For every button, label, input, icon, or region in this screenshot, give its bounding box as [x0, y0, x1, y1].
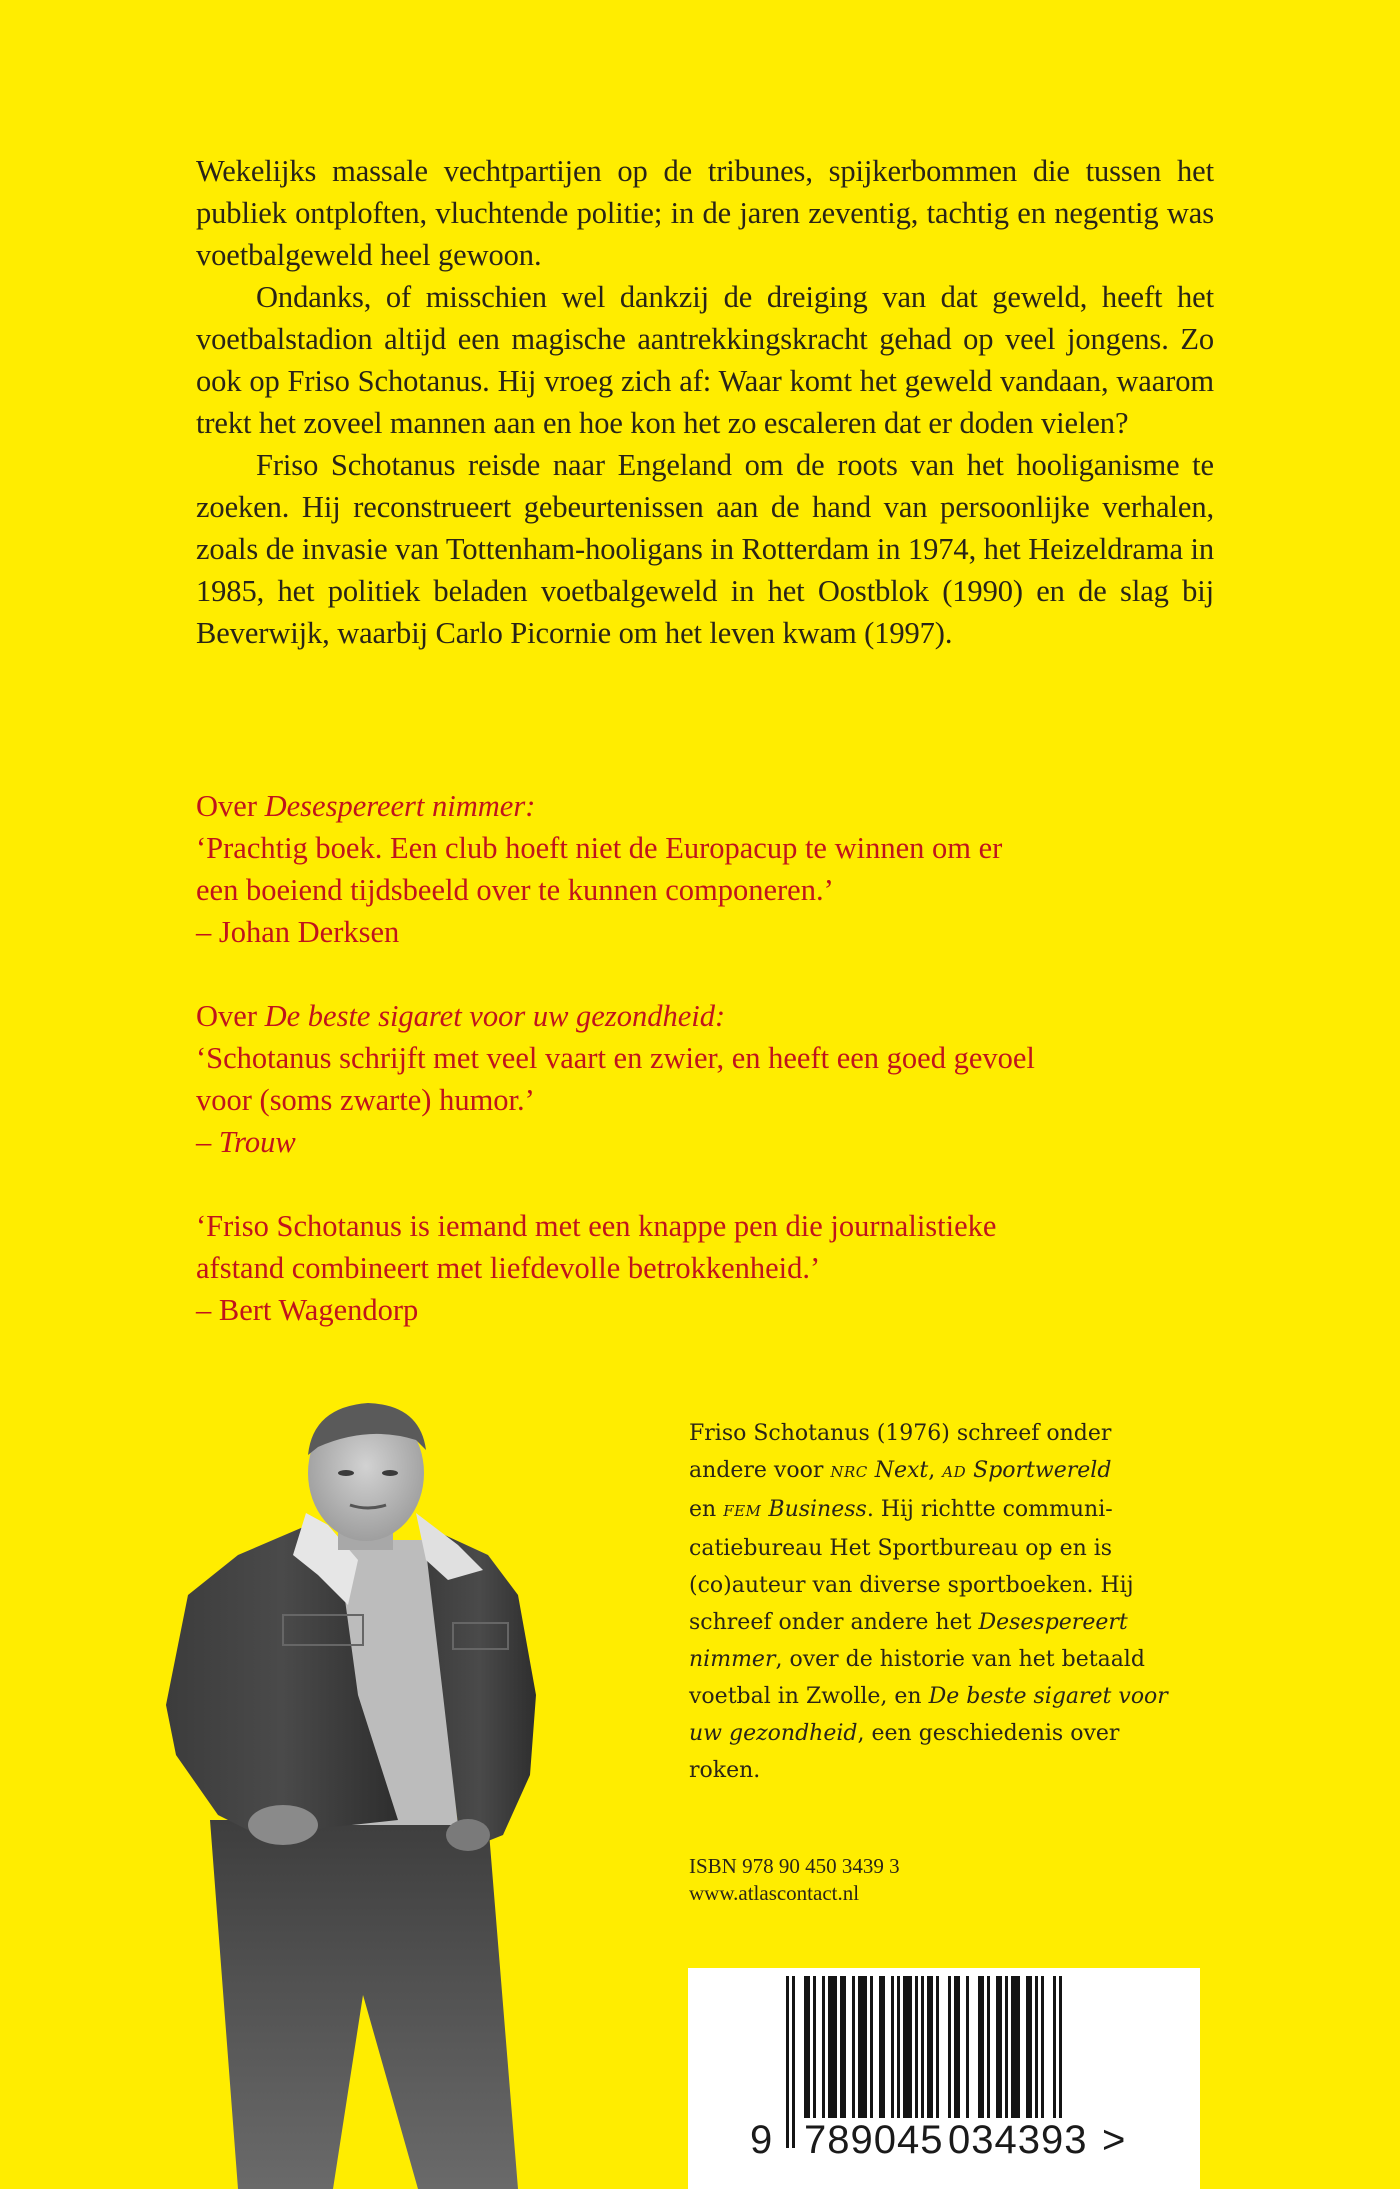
barcode-bar: [813, 1976, 816, 2126]
book-title: De beste sigaret voor uw gezondheid:: [264, 999, 726, 1033]
quote-text: voor (soms zwarte) humor.’: [196, 1083, 535, 1117]
quote-attribution: [196, 1121, 1226, 1163]
over-label: Over: [196, 999, 265, 1033]
barcode-bar: [987, 1976, 990, 2126]
book-title: uw gezondheid: [689, 1721, 858, 1746]
publication-meta: [689, 1853, 900, 1907]
review-quote: [196, 1205, 1226, 1331]
publication-name: Next: [867, 1458, 929, 1483]
book-blurb: [196, 150, 1214, 654]
book-title: De beste sigaret voor: [928, 1684, 1168, 1709]
bio-text: . Hij richtte communi-: [866, 1497, 1113, 1522]
barcode-bar: [891, 1976, 894, 2126]
barcode-bar: [879, 1976, 885, 2126]
barcode-first-digit: 9: [750, 2118, 773, 2162]
barcode-bar: [1011, 1976, 1020, 2126]
barcode-group-1: 789045: [804, 2118, 944, 2162]
bio-text: voetbal in Zwolle, en: [689, 1684, 929, 1709]
quote-source-line: [196, 995, 1226, 1037]
barcode-bar: [804, 1976, 810, 2126]
bio-line: roken.: [689, 1758, 761, 1783]
quote-attribution: [196, 1289, 1226, 1331]
attribution-name: Bert Wagendorp: [218, 1293, 419, 1327]
barcode: [688, 1968, 1200, 2189]
barcode-bar: [858, 1976, 867, 2126]
book-title: Desespereert: [978, 1610, 1128, 1635]
author-bio: [689, 1415, 1211, 1789]
barcode-group-2: 034393: [948, 2118, 1088, 2162]
quote-text: een boeiend tijdsbeeld over te kunnen componeren.’: [196, 873, 834, 907]
bio-line: [689, 1715, 1211, 1752]
barcode-bar: [927, 1976, 933, 2126]
dash: –: [196, 1125, 219, 1159]
barcode-bar: [978, 1976, 984, 2126]
barcode-bar: [1026, 1976, 1032, 2126]
barcode-bar: [1005, 1976, 1008, 2126]
barcode-bar: [954, 1976, 960, 2126]
publication-name: Sportwereld: [966, 1458, 1112, 1483]
author-photo: [158, 1395, 578, 2189]
bio-line: Friso Schotanus (1976) schreef onder: [689, 1421, 1112, 1446]
quote-text: afstand combineert met liefdevolle betrokkenheid.’: [196, 1251, 821, 1285]
barcode-bar: [897, 1976, 900, 2126]
publisher-website: www.atlascontact.nl: [689, 1881, 860, 1905]
bio-line: [689, 1678, 1211, 1715]
barcode-bar: [828, 1976, 837, 2126]
jeans: [210, 1820, 518, 2189]
barcode-bar: [936, 1976, 939, 2126]
quote-text: ‘Friso Schotanus is iemand met een knappe pen die journalistieke: [196, 1209, 997, 1243]
attribution-name: Johan Derksen: [218, 915, 400, 949]
bio-line: catiebureau Het Sportbureau op en is: [689, 1536, 1113, 1561]
barcode-bar: [852, 1976, 855, 2126]
barcode-bar: [840, 1976, 846, 2126]
publication-abbrev: AD: [942, 1463, 967, 1481]
bio-text: schreef onder andere het: [689, 1610, 979, 1635]
quote-attribution: [196, 911, 1226, 953]
publication-abbrev: NRC: [830, 1463, 868, 1481]
barcode-bar: [948, 1976, 951, 2126]
publication-name: Business: [761, 1497, 867, 1522]
bio-line: [689, 1641, 1211, 1678]
bio-text: , een geschiedenis over: [857, 1721, 1120, 1746]
attribution-name: Trouw: [218, 1125, 296, 1159]
quote-source-line: [196, 785, 1226, 827]
isbn: ISBN 978 90 450 3439 3: [689, 1854, 900, 1878]
blurb-paragraph: Ondanks, of misschien wel dankzij de dreiging van dat geweld, heeft het voetbalstadion altijd een magische aantrekkingskracht gehad op veel jongens. Zo ook op Friso Schotanus. Hij vroeg zich af: Waar komt het geweld vandaan, waarom trekt het zoveel mannen aan en hoe kon het zo escaleren dat er doden vielen?: [196, 280, 1214, 440]
book-title: Desespereert nimmer:: [264, 789, 536, 823]
barcode-bar: [1041, 1976, 1044, 2126]
barcode-bar: [1035, 1976, 1038, 2126]
review-quotes: [196, 785, 1226, 1373]
barcode-bar: [822, 1976, 825, 2126]
barcode-digits: [688, 2118, 1200, 2168]
blurb-paragraph: Wekelijks massale vechtpartijen op de tribunes, spijkerbommen die tussen het publiek ontploften, vluchtende politie; in de jaren zeventig, tachtig en negentig was voetbalgeweld heel gewoon.: [196, 154, 1214, 272]
blurb-paragraph: Friso Schotanus reisde naar Engeland om de roots van het hooliganisme te zoeken. Hij reconstrueert gebeurtenissen aan de hand van persoonlijke verhalen, zoals de invasie van Tottenham-hooligans in Rotterdam in 1974, het Heizeldrama in 1985, het politiek beladen voetbalgeweld in het Oostblok (1990) en de slag bij Beverwijk, waarbij Carlo Picornie om het leven kwam (1997).: [196, 448, 1214, 650]
review-quote: [196, 995, 1226, 1163]
book-title: nimmer: [689, 1647, 776, 1672]
dash: –: [196, 915, 219, 949]
bio-line: [689, 1491, 1211, 1530]
dash: –: [196, 1293, 219, 1327]
bio-line: [689, 1452, 1211, 1491]
over-label: Over: [196, 789, 265, 823]
bio-text: ,: [928, 1458, 943, 1483]
quote-text: ‘Prachtig boek. Een club hoeft niet de Europacup te winnen om er: [196, 831, 1003, 865]
publication-abbrev: FEM: [723, 1502, 762, 1520]
barcode-bar: [996, 1976, 1002, 2126]
barcode-bar: [903, 1976, 912, 2126]
bio-text: en: [689, 1497, 724, 1522]
bio-text: andere voor: [689, 1458, 831, 1483]
quote-text: ‘Schotanus schrijft met veel vaart en zwier, en heeft een goed gevoel: [196, 1041, 1035, 1075]
bio-line: [689, 1604, 1211, 1641]
review-quote: [196, 785, 1226, 953]
bio-text: , over de historie van het betaald: [775, 1647, 1145, 1672]
barcode-bar: [966, 1976, 969, 2126]
barcode-quiet-marker: >: [1102, 2118, 1126, 2162]
barcode-bar: [870, 1976, 873, 2126]
bio-line: (co)auteur van diverse sportboeken. Hij: [689, 1573, 1134, 1598]
